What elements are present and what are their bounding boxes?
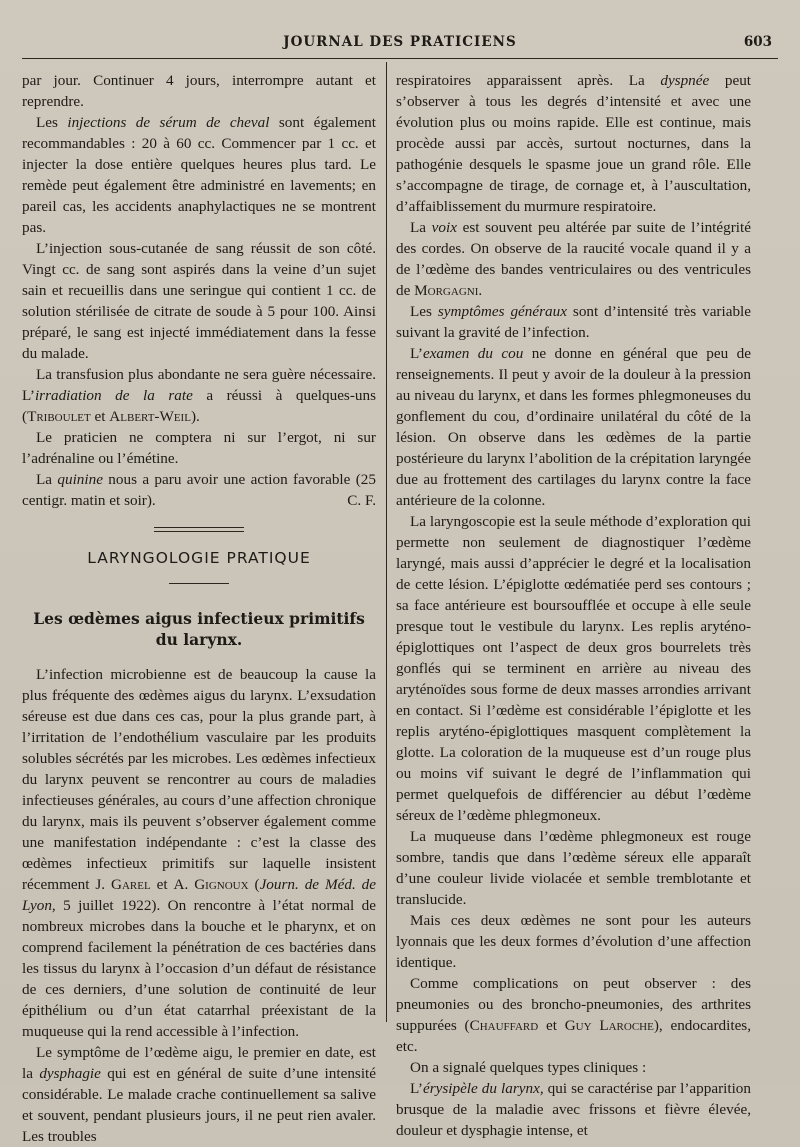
paragraph: La laryngoscopie est la seule méthode d’exploration qui permette non seulement de diagnostiquer l’œdème laryngé, mais aussi d’apprécier le degré et la localisation de cette lésion. L’épiglotte œdématiée perd ses contours ; sa face antérieure est boursoufflée et occupe à elle seule presque tout le vestibule du larynx. Les replis aryténo-épiglottiques ont l’aspect de deux gros bourrelets très gonflés qui se terminent en arrière au niveau des aryténoïdes sous forme de deux masses arrondies arrivant en contact. Si l’œdème est considérable l’épiglotte et les replis aryténo-épiglottiques masquent complètement la glotte. La coloration de la muqueuse est d’un rouge plus ou moins vif suivant le degré de l’inflammation qui permet quelquefois de différencier au début l’œdème séreux de l’œdème phlegmoneux. <box>396 513 751 824</box>
left-column <box>22 70 376 1147</box>
author-initials: C. F. <box>347 492 376 509</box>
paragraph: La muqueuse dans l’œdème phlegmoneux est rouge sombre, tandis que dans l’œdème séreux elle apparaît d’une couleur livide violacée et semble tremblotante et translucide. <box>396 828 751 908</box>
right-column <box>396 70 751 1141</box>
paragraph: La quinine nous a paru avoir une action favorable (25 centigr. matin et soir). C. F. <box>22 471 376 509</box>
section-short-rule <box>169 583 229 584</box>
paragraph: L’érysipèle du larynx, qui se caractérise par l’apparition brusque de la maladie avec frissons et fièvre élevée, douleur et dysphagie intense, et <box>396 1080 751 1139</box>
section-double-rule <box>154 527 244 532</box>
paragraph: Mais ces deux œdèmes ne sont pour les auteurs lyonnais que les deux formes d’évolution d’une affection identique. <box>396 912 751 971</box>
paragraph: On a signalé quelques types cliniques : <box>410 1059 647 1076</box>
paragraph: Le symptôme de l’œdème aigu, le premier en date, est la dysphagie qui est en général de suite d’une intensité considérable. Le malade crache continuellement sa salive et souvent, pendant plusieurs jours, il ne peut rien avaler. Les troubles <box>22 1044 376 1145</box>
paragraph: Les injections de sérum de cheval sont également recommandables : 20 à 60 cc. Commencer par 1 cc. et injecter la dose entière quelques heures plus tard. Le remède peut également être administré en lavements; en pareil cas, les accidents anaphylactiques ne se montrent pas. <box>22 114 376 236</box>
paragraph: respiratoires apparaissent après. La dyspnée peut s’observer à tous les degrés d’intensité et avec une évolution plus ou moins rapide. Elle est continue, mais procède aussi par accès, surtout nocturnes, dans la pathogénie desquels le spasme joue un grand rôle. Elle s’accompagne de tirage, de cornage et, à l’auscultation, d’affaiblissement du murmure respiratoire. <box>396 72 752 215</box>
header-rule <box>22 58 778 59</box>
article-title: Les œdèmes aigus infectieux primitifs du larynx. <box>33 609 365 649</box>
column-divider <box>386 62 387 1022</box>
paragraph: La voix est souvent peu altérée par suite de l’intégrité des cordes. On observe de la raucité vocale quand il y a de l’œdème des bandes ventriculaires ou des ventricules de Morgagni. <box>396 219 751 299</box>
paragraph: La transfusion plus abondante ne sera guère nécessaire. L’irradiation de la rate a réussi à quelques-uns (Triboulet et Albert-Weil). <box>22 366 377 425</box>
paragraph: Les symptômes généraux sont d’intensité très variable suivant la gravité de l’infection. <box>396 303 752 341</box>
paragraph: L’injection sous-cutanée de sang réussit de son côté. Vingt cc. de sang sont aspirés dans la veine d’un sujet sain et recueillis dans une seringue qui contient 1 cc. de solution stérilisée de citrate de soude à 5 pour 100. Ainsi préparé, le sang est injecté immédiatement dans la fesse du malade. <box>22 240 376 362</box>
paragraph: par jour. Continuer 4 jours, interrompre autant et reprendre. <box>22 72 376 110</box>
paragraph: L’examen du cou ne donne en général que peu de renseignements. Il peut y avoir de la douleur à la pression au niveau du larynx, et dans les formes phlegmoneuses du gonflement du cou, d’ordinaire unilatéral du côté de la lésion. On observe dans les œdèmes de la partie postérieure du larynx l’abolition de la crépitation laryngée due au frottement des cartilages du larynx contre la face antérieure de la colonne. <box>396 345 751 509</box>
paragraph: Le praticien ne comptera ni sur l’ergot, ni sur l’adrénaline ou l’émétine. <box>22 429 376 467</box>
journal-title: JOURNAL DES PRATICIENS <box>283 34 517 50</box>
section-title: LARYNGOLOGIE PRATIQUE <box>87 549 311 567</box>
paragraph: Comme complications on peut observer : des pneumonies ou des broncho-pneumonies, des arthrites suppurées (Chauffard et Guy Laroche), endocardites, etc. <box>396 975 752 1055</box>
paragraph: L’infection microbienne est de beaucoup la cause la plus fréquente des œdèmes aigus du larynx. L’exsudation séreuse est due dans ces cas, pour la plus grande part, à l’irritation de l’endothélium vasculaire par les produits solubles sécrétés par les microbes. Les œdèmes infectieux du larynx peuvent se rencontrer au cours de maladies infectieuses générales, au cours d’une affection chronique du larynx, mais ils peuvent s’observer également comme une manifestation indépendante : c’est la classe des œdèmes infectieux primitifs sur laquelle insistent récemment J. Garel et A. Gignoux (Journ. de Méd. de Lyon, 5 juillet 1922). On rencontre à l’état normal de nombreux microbes dans la bouche et le pharynx, et on comprend facilement la pénétration de ces bactéries dans les tissus du larynx à l’occasion d’un défaut de résistance de ces derniers, d’une solution de continuité de leur épithélium ou d’un état catarrhal préexistant de la muqueuse qui la rend accessible à l’infection. <box>22 666 377 1040</box>
running-head <box>22 34 778 54</box>
page-number: 603 <box>743 34 772 50</box>
